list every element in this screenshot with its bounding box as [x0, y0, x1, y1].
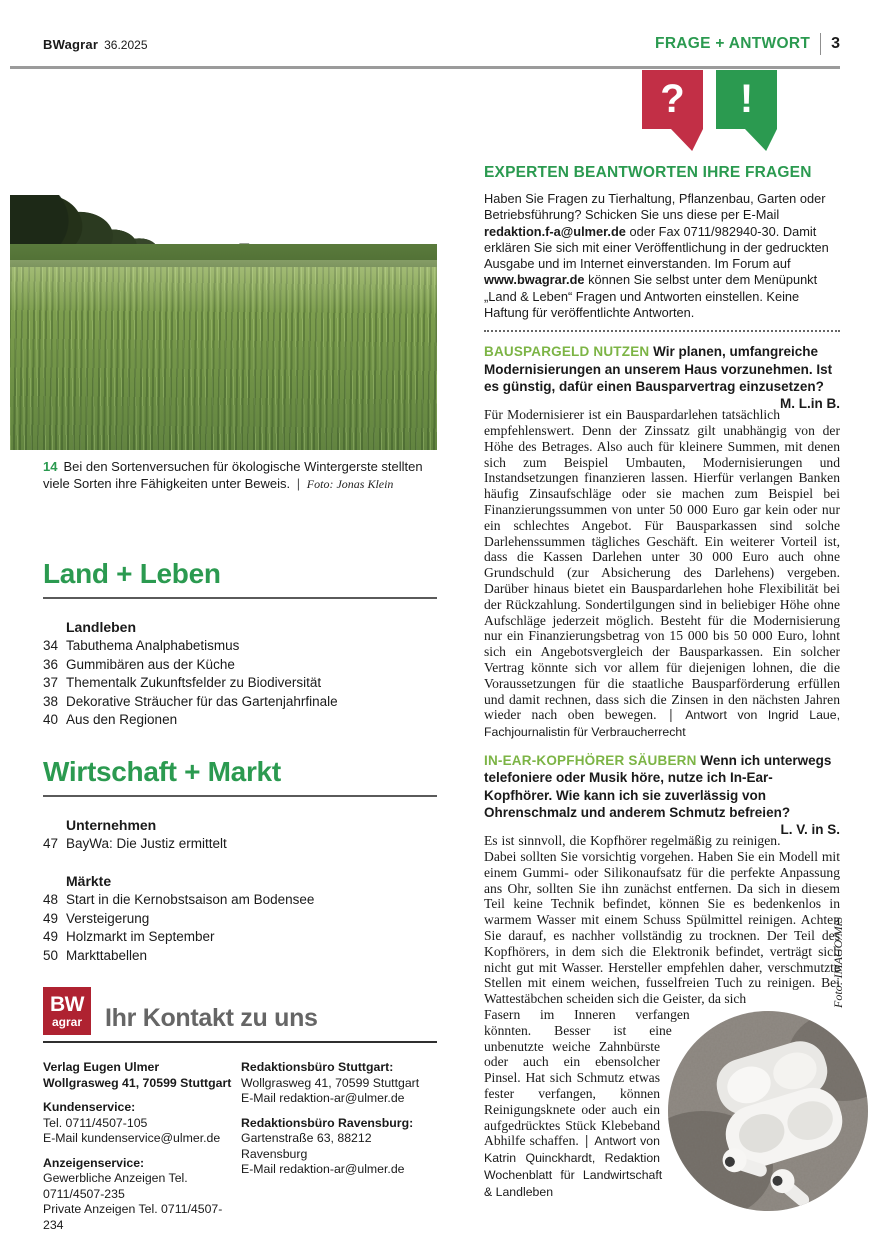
toc-item[interactable]: [43, 674, 437, 693]
caption-page-ref: 14: [43, 459, 58, 474]
contact-line: Gewerbliche Anzeigen Tel. 0711/4507-235: [43, 1171, 188, 1201]
header-divider: [820, 33, 821, 55]
section-header: [655, 33, 840, 55]
exclamation-glyph: !: [739, 77, 754, 121]
divider: [43, 597, 437, 599]
answer-credit: Antwort von Katrin Quinckhardt, Redaktion Wochenblatt für Landwirtschaft & Landleben: [484, 1134, 663, 1199]
magazine-name: BWagrar: [43, 37, 99, 52]
question-asker: M. L.in B.: [780, 396, 840, 412]
caption-text: Bei den Sortenversuchen für ökologische Wintergerste stellten viele Sorten ihre Fähigkeiten unter Beweis.: [43, 459, 423, 491]
toc-item[interactable]: [43, 947, 437, 966]
toc-item[interactable]: [43, 711, 437, 730]
toc-item[interactable]: [43, 693, 437, 712]
toc-page-number: 40: [43, 712, 59, 727]
toc-section-title-land-leben: Land + Leben: [43, 558, 221, 589]
publisher-name: Verlag Eugen Ulmer: [43, 1060, 160, 1074]
intro-text: können Sie selbst unter dem Menüpunkt „Land & Leben“ Fragen und Antworten einstellen. Keine Haftung für veröffentlichte Antworten.: [484, 272, 818, 321]
intro-text: Haben Sie Fragen zu Tierhaltung, Pflanzenbau, Garten oder Betriebsführung? Schicken Sie uns diese per E-Mail: [484, 191, 826, 223]
toc-page-number: 48: [43, 892, 59, 907]
question-text: Wenn ich unterwegs telefoniere oder Musik höre, nutze ich In-Ear-Kopfhörer. Wie kann ich sie zuverlässig von Ohrenschmalz und anderem Schmutz befreien?: [484, 753, 832, 820]
contact-column-right: [241, 1060, 437, 1233]
contact-email[interactable]: E-Mail redaktion-ar@ulmer.de: [241, 1162, 405, 1176]
left-column: [43, 459, 437, 1233]
answer-separator: |: [669, 707, 673, 723]
toc-item-title: Holzmarkt im September: [66, 929, 215, 944]
toc-page-number: 49: [43, 929, 59, 944]
answer-kopfhoerer-part2: [484, 1007, 840, 1201]
toc-page-number: 34: [43, 638, 59, 653]
question-text: Wir planen, umfangreiche Modernisierungen an unserem Haus vorzunehmen. Ist es günstig, dafür einen Bausparvertrag einzusetzen?: [484, 344, 833, 394]
toc-item-title: Aus den Regionen: [66, 712, 178, 727]
toc-page-number: 36: [43, 656, 59, 672]
toc-item-title: Versteigerung: [66, 910, 150, 926]
earbuds-photo: [668, 1011, 868, 1211]
issue-number: 36.2025: [104, 38, 148, 52]
toc-item-title: Start in die Kernobstsaison am Bodensee: [66, 892, 315, 907]
contact-line: Gartenstraße 63, 88212 Ravensburg: [241, 1131, 372, 1161]
toc-page-number: 49: [43, 910, 59, 926]
question-kicker: BAUSPARGELD NUTZEN: [484, 344, 650, 360]
question-bubble-icon: [642, 70, 703, 129]
bwagrar-logo: [43, 987, 91, 1035]
divider: [43, 1041, 437, 1043]
contact-email[interactable]: E-Mail kundenservice@ulmer.de: [43, 1131, 221, 1145]
section-title: FRAGE + ANTWORT: [655, 35, 811, 52]
toc-page-number: 50: [43, 947, 59, 963]
toc-page-number: 47: [43, 835, 59, 851]
field-glow: [10, 260, 437, 313]
logo-text-bw: BW: [50, 993, 84, 1016]
photo-caption: [43, 459, 437, 492]
contact-line: Tel. 0711/4507-105: [43, 1115, 148, 1130]
toc-item[interactable]: [43, 891, 437, 910]
contact-block-title: Anzeigenservice:: [43, 1155, 145, 1170]
question-kopfhoerer: [484, 752, 840, 838]
contact-line: Private Anzeigen Tel. 0711/4507-234: [43, 1202, 223, 1232]
toc-item[interactable]: [43, 928, 437, 947]
earbuds-illustration: [668, 1011, 868, 1211]
toc-item-title: BayWa: Die Justiz ermittelt: [66, 835, 227, 851]
contact-block-title: Redaktionsbüro Ravensburg:: [241, 1115, 414, 1130]
barley-field-photo: [10, 69, 437, 450]
right-column: [484, 70, 840, 1211]
toc-group-landleben: Landleben: [66, 619, 137, 635]
toc-item-title: Markttabellen: [66, 947, 148, 963]
toc-item[interactable]: [43, 637, 437, 656]
qa-logo: [642, 70, 840, 152]
answer-kopfhoerer-part1: [484, 833, 840, 1007]
page-number: 3: [831, 35, 840, 52]
redaktion-email-link[interactable]: redaktion.f-a@ulmer.de: [484, 223, 626, 239]
contact-block-title: Kundenservice:: [43, 1100, 136, 1114]
toc-item-title: Thementalk Zukunftsfelder zu Biodiversität: [66, 675, 322, 690]
answer-credit: Antwort von Ingrid Laue, Fachjournalistin für Verbraucherrecht: [484, 708, 840, 740]
answer-separator: |: [584, 1133, 589, 1149]
answer-text: Es ist sinnvoll, die Kopfhörer regelmäßig zu reinigen. Dabei sollten Sie vorsichtig vorgehen. Haben Sie ein Modell mit einem Gummi- oder Silikonaufsatz für die perfekte Anpassung ans Ohr, sollten Sie ihn zunächst entfernen. Da sich in diesem Teil keine Technik befindet, können Sie es bedenkenlos in warmem Wasser mit einem Schuss Spülmittel reinigen. Achten Sie darauf, es nachher vollständig zu trocknen. Der Teil des Kopfhörers, in dem sich die Elektronik befindet, verträgt sich nicht gut mit Wasser. Hersteller empfehlen daher, verschmutzte Stellen mit einem weichen, fusselfreien Tuch zu reinigen. Bei Wattestäbchen scheiden sich die Geister, da sich: [484, 833, 840, 1007]
logo-text-agrar: agrar: [51, 1015, 83, 1029]
question-glyph: ?: [660, 77, 685, 121]
toc-group-unternehmen: Unternehmen: [66, 816, 157, 833]
contact-line: Wollgrasweg 41, 70599 Stuttgart: [241, 1075, 420, 1090]
toc-item-title: Gummibären aus der Küche: [66, 656, 235, 672]
contact-email[interactable]: E-Mail redaktion-ar@ulmer.de: [241, 1091, 405, 1105]
toc-item-title: Dekorative Sträucher für das Gartenjahrfinale: [66, 693, 338, 709]
answer-bauspargeld: [484, 407, 840, 741]
earbuds-photo-credit: Foto: IMAGO/MiS: [831, 917, 845, 1008]
intro-text: oder Fax 0711/982940-30. Damit erklären Sie sich mit einer Veröffentlichung in der gedruckten Ausgabe und im Internet einverstanden. Im Forum auf: [484, 223, 829, 272]
contact-columns: [43, 1060, 437, 1233]
toc-item[interactable]: [43, 910, 437, 929]
toc-page-number: 37: [43, 675, 59, 690]
toc-group-maerkte: Märkte: [66, 873, 112, 889]
dotted-divider: [484, 330, 840, 332]
kontakt-header: [43, 987, 437, 1035]
contact-block-title: Redaktionsbüro Stuttgart:: [241, 1060, 394, 1074]
contact-column-left: [43, 1060, 241, 1233]
caption-separator: |: [296, 475, 301, 491]
experten-heading: EXPERTEN BEANTWORTEN IHRE FRAGEN: [484, 164, 812, 181]
toc-section-title-wirtschaft-markt: Wirtschaft + Markt: [43, 755, 281, 787]
question-bauspargeld: [484, 343, 840, 412]
toc-page-number: 38: [43, 693, 59, 709]
question-kicker: IN-EAR-KOPFHÖRER SÄUBERN: [484, 753, 697, 768]
masthead: [43, 37, 148, 52]
bwagrar-website-link[interactable]: www.bwagrar.de: [484, 272, 585, 288]
kontakt-heading: Ihr Kontakt zu uns: [105, 1004, 318, 1032]
exclamation-bubble-icon: [716, 70, 777, 129]
caption-photo-credit: Foto: Jonas Klein: [306, 476, 394, 491]
toc-item-title: Tabuthema Analphabetismus: [66, 638, 240, 653]
question-asker: L. V. in S.: [780, 822, 840, 838]
answer-text: Fasern im Inneren verfangen könnten. Besser ist eine unbenutzte weiche Zahnbürste oder auch ein ebensolcher Pinsel. Hat sich Schmutz etwas fester verfangen, können Reinigungsknete oder auch ein aufgedrücktes Stück Klebeband Abhilfe schaffen.: [484, 1006, 690, 1149]
experten-intro: [484, 191, 840, 321]
publisher-address: Wollgrasweg 41, 70599 Stuttgart: [43, 1075, 232, 1090]
toc-item[interactable]: [43, 835, 437, 854]
toc-item[interactable]: [43, 656, 437, 675]
divider: [43, 795, 437, 797]
answer-text: Für Modernisierer ist ein Bauspardarlehen tatsächlich empfehlenswert. Denn der Zinssatz gilt unabhängig von der Höhe des Betrages. Also auch für kleinere Summen, mit denen sich zum Beispiel Umbauten, Modernisierungen und Instandsetzungen finanzieren lassen. Hierfür verlangen Banken häufig Zinsaufschläge oder sie machen zum Beispiel bei Finanzierungssummen von unter 50 000 Euro gar kein oder nur ein schlechtes Angebot. Für Bausparkassen sind solche Darlehenssummen tägliches Geschäft. Ein weiterer Vorteil ist, dass die Kassen Darlehen unter 30 000 Euro auch ohne Grundschuld (zur Absicherung des Darlehens) vergeben. Darüber hinaus bietet ein Bauspardarlehen hohe Flexibilität bei der Rückzahlung. Sondertilgungen sind in beliebiger Höhe ohne Aufschläge jederzeit möglich. Besteht für die Modernisierung nur ein Finanzierungsbetrag von 15 000 bis 50 000 Euro, lohnt sich ein Angebotsvergleich der Bausparkassen. Ein solcher Vertrag könnte sich vor allem für diejenigen lohnen, die die Voraussetzungen für die staatliche Bausparförderung erfüllen und damit rechnen, dass sich die Zinsen in den nächsten Jahren wieder nach oben bewegen.: [484, 407, 840, 723]
